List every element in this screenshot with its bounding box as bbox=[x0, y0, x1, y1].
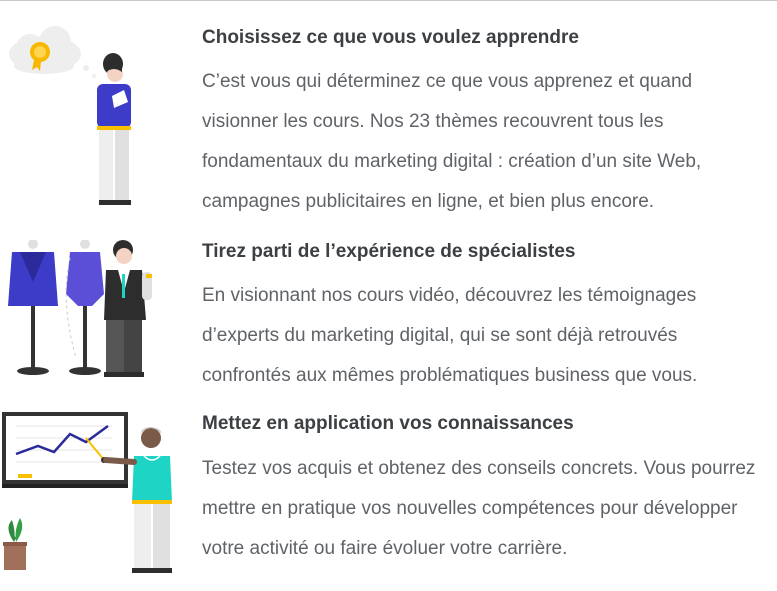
feature-choose-learning bbox=[0, 26, 777, 216]
description-line: d’experts du marketing digital, qui se sont déjà retrouvés bbox=[202, 325, 678, 346]
feature-text bbox=[202, 412, 777, 569]
description-line: votre activité ou faire évoluer votre carrière. bbox=[202, 538, 568, 559]
description-line: C’est vous qui déterminez ce que vous apprenez et quand bbox=[202, 71, 693, 92]
feature-title: Mettez en application vos connaissances bbox=[202, 413, 574, 434]
tailor-with-mannequins-illustration bbox=[0, 240, 180, 385]
feature-description bbox=[202, 449, 777, 569]
description-line: Testez vos acquis et obtenez des conseils concrets. Vous pourrez bbox=[202, 458, 756, 479]
woman-thinking-certificate-illustration bbox=[0, 26, 180, 216]
feature-description bbox=[202, 62, 777, 222]
presenter-with-whiteboard-chart-illustration bbox=[0, 412, 185, 587]
description-line: En visionnant nos cours vidéo, découvrez les témoignages bbox=[202, 285, 697, 306]
description-line: visionner les cours. Nos 23 thèmes recouvrent tous les bbox=[202, 111, 664, 132]
description-line: campagnes publicitaires en ligne, et bien plus encore. bbox=[202, 191, 655, 212]
feature-description bbox=[202, 276, 777, 396]
feature-title: Tirez parti de l’expérience de spécialistes bbox=[202, 241, 576, 262]
description-line: mettre en pratique vos nouvelles compétences pour développer bbox=[202, 498, 738, 519]
feature-text bbox=[202, 240, 777, 396]
feature-text bbox=[202, 26, 777, 222]
feature-title: Choisissez ce que vous voulez apprendre bbox=[202, 27, 579, 48]
description-line: confrontés aux mêmes problématiques business que vous. bbox=[202, 365, 698, 386]
description-line: fondamentaux du marketing digital : création d’un site Web, bbox=[202, 151, 702, 172]
feature-expert-experience bbox=[0, 240, 777, 390]
feature-apply-knowledge bbox=[0, 412, 777, 587]
top-divider bbox=[0, 0, 777, 1]
